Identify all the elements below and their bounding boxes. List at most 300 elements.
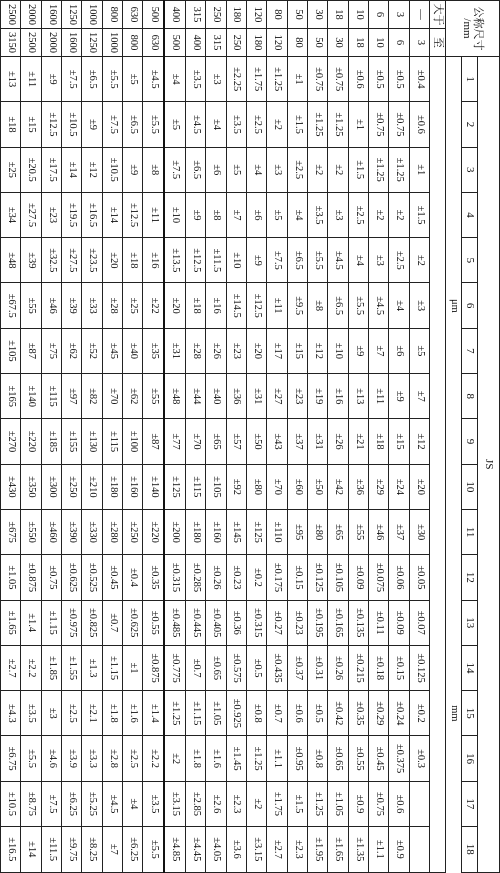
tolerance-cell: ±0.175 — [267, 555, 287, 600]
tolerance-cell: ±350 — [21, 464, 41, 509]
tolerance-cell: ±0.075 — [368, 555, 388, 600]
size-upto-cell: 2500 — [21, 29, 41, 57]
tolerance-cell: ±0.5 — [307, 691, 327, 736]
tolerance-cell: ±87 — [21, 328, 41, 373]
size-upto-cell: 500 — [164, 29, 185, 57]
tolerance-cell: ±0.75 — [41, 555, 61, 600]
header-spacer — [430, 57, 446, 873]
tolerance-cell: ±1.5 — [287, 102, 307, 147]
tolerance-cell: ±4.3 — [1, 691, 21, 736]
tolerance-cell: ±7.5 — [41, 781, 61, 826]
tolerance-cell: ±2 — [307, 147, 327, 192]
tolerance-cell: ±3 — [409, 283, 429, 328]
size-over-cell: 80 — [267, 1, 287, 29]
grade-header: 15 — [462, 691, 478, 736]
tolerance-cell: ±100 — [123, 419, 143, 464]
tolerance-cell: ±2 — [246, 781, 266, 826]
size-upto-cell: 3150 — [1, 29, 21, 57]
table-row — [62, 1, 82, 873]
tolerance-cell: ±0.75 — [389, 102, 409, 147]
tolerance-cell: ±42 — [328, 464, 348, 509]
tolerance-cell: ±48 — [1, 238, 21, 283]
tolerance-cell: ±12.5 — [41, 102, 61, 147]
tolerance-cell: ±0.26 — [206, 555, 226, 600]
tolerance-cell: ±2 — [164, 736, 185, 781]
tolerance-cell: ±27 — [267, 374, 287, 419]
tolerance-cell: ±4 — [389, 283, 409, 328]
tolerance-cell: ±1.75 — [267, 781, 287, 826]
size-upto-cell: 1000 — [102, 29, 122, 57]
tolerance-cell: ±4 — [164, 57, 185, 102]
tolerance-cell: ±9 — [348, 328, 368, 373]
tolerance-cell: ±0.105 — [328, 555, 348, 600]
tolerance-cell: ±11.5 — [206, 238, 226, 283]
tolerance-cell: ±0.625 — [62, 555, 82, 600]
table-row — [307, 1, 327, 873]
size-over-cell: 6 — [368, 1, 388, 29]
tolerance-cell: ±1.5 — [348, 147, 368, 192]
tolerance-cell: ±35 — [143, 328, 164, 373]
tolerance-cell: ±0.2 — [409, 691, 429, 736]
tolerance-cell: ±145 — [226, 509, 246, 554]
tolerance-cell: ±26 — [206, 328, 226, 373]
grade-header: 1 — [462, 57, 478, 102]
tolerance-cell: ±8 — [206, 192, 226, 237]
tolerance-cell: ±26 — [328, 419, 348, 464]
tolerance-cell: ±4 — [246, 147, 266, 192]
tolerance-cell: ±0.11 — [368, 600, 388, 645]
tolerance-cell: ±1.65 — [328, 827, 348, 872]
tolerance-cell: ±2.25 — [226, 57, 246, 102]
tolerance-cell: ±115 — [185, 464, 205, 509]
tolerance-cell: ±125 — [164, 464, 185, 509]
tolerance-cell: ±23 — [41, 192, 61, 237]
tolerance-cell: ±3.6 — [226, 827, 246, 872]
tolerance-cell: ±6.5 — [123, 102, 143, 147]
tolerance-cell: ±19 — [307, 374, 327, 419]
tolerance-cell: ±62 — [123, 374, 143, 419]
tolerance-cell: ±77 — [164, 419, 185, 464]
tolerance-cell: ±0.775 — [164, 645, 185, 690]
tolerance-cell: ±29 — [368, 464, 388, 509]
tolerance-cell: ±37 — [287, 419, 307, 464]
tolerance-cell: ±0.135 — [348, 600, 368, 645]
tolerance-cell: ±3.5 — [307, 192, 327, 237]
tolerance-cell: ±0.315 — [164, 555, 185, 600]
tolerance-cell: ±15 — [287, 328, 307, 373]
grade-header: 2 — [462, 102, 478, 147]
grade-header: 6 — [462, 283, 478, 328]
tolerance-cell: ±1.25 — [246, 736, 266, 781]
tolerance-cell: ±220 — [143, 509, 164, 554]
tolerance-cell: ±10 — [226, 238, 246, 283]
tolerance-cell: ±7 — [368, 328, 388, 373]
size-upto-cell: 180 — [246, 29, 266, 57]
tolerance-cell: ±55 — [143, 374, 164, 419]
tolerance-cell: ±12.5 — [246, 283, 266, 328]
tolerance-cell: ±57 — [226, 419, 246, 464]
tolerance-cell: ±4.45 — [185, 827, 205, 872]
tolerance-cell: ±210 — [82, 464, 102, 509]
tolerance-cell: ±1.25 — [307, 102, 327, 147]
tolerance-cell: ±3.15 — [246, 827, 266, 872]
over-header: 大于 — [430, 1, 446, 29]
tolerance-cell: ±22 — [143, 283, 164, 328]
tolerance-cell — [409, 827, 429, 872]
tolerance-cell: ±270 — [1, 419, 21, 464]
tolerance-cell: ±140 — [21, 374, 41, 419]
tolerance-cell: ±1.25 — [267, 57, 287, 102]
tolerance-cell: ±20 — [409, 464, 429, 509]
table-row — [143, 1, 164, 873]
tolerance-cell: ±7 — [226, 192, 246, 237]
size-upto-cell: 250 — [226, 29, 246, 57]
tolerance-cell: ±1 — [287, 57, 307, 102]
unit-um: μm — [446, 57, 462, 555]
tolerance-cell: ±0.36 — [226, 600, 246, 645]
size-over-cell: 180 — [226, 1, 246, 29]
tolerance-cell: ±11 — [143, 192, 164, 237]
tolerance-cell: ±18 — [368, 419, 388, 464]
tolerance-cell: ±25 — [1, 147, 21, 192]
tolerance-cell: ±160 — [206, 509, 226, 554]
tolerance-cell: ±44 — [185, 374, 205, 419]
grade-header: 8 — [462, 374, 478, 419]
table-row — [21, 1, 41, 873]
tolerance-cell: ±7.5 — [267, 238, 287, 283]
table-row — [164, 1, 185, 873]
tolerance-cell: ±4 — [287, 192, 307, 237]
size-over-cell: 30 — [307, 1, 327, 29]
tolerance-cell: ±0.15 — [287, 555, 307, 600]
grade-header: 9 — [462, 419, 478, 464]
tolerance-cell: ±0.5 — [246, 645, 266, 690]
size-over-cell: 250 — [206, 1, 226, 29]
tolerance-cell: ±6.25 — [62, 781, 82, 826]
tolerance-cell: ±675 — [1, 509, 21, 554]
tolerance-cell: ±0.435 — [267, 645, 287, 690]
tolerance-cell: ±1.25 — [164, 691, 185, 736]
tolerance-cell: ±0.27 — [267, 600, 287, 645]
tolerance-cell: ±0.7 — [267, 691, 287, 736]
tolerance-cell: ±0.24 — [389, 691, 409, 736]
tolerance-cell: ±0.05 — [409, 555, 429, 600]
size-upto-cell: 30 — [328, 29, 348, 57]
tolerance-cell: ±1.15 — [102, 645, 122, 690]
size-over-cell: 1250 — [62, 1, 82, 29]
tolerance-cell: ±7.5 — [102, 102, 122, 147]
size-over-cell: 3 — [389, 1, 409, 29]
tolerance-cell: ±65 — [328, 509, 348, 554]
tolerance-cell: ±10.5 — [62, 102, 82, 147]
tolerance-cell: ±0.15 — [389, 645, 409, 690]
tolerance-cell: ±1.25 — [389, 147, 409, 192]
tolerance-cell: ±0.06 — [389, 555, 409, 600]
tolerance-cell: ±2.3 — [287, 827, 307, 872]
tolerance-cell: ±3.5 — [21, 691, 41, 736]
tolerance-cell: ±97 — [62, 374, 82, 419]
tolerance-cell: ±0.6 — [389, 781, 409, 826]
tolerance-cell: ±1.55 — [62, 645, 82, 690]
tolerance-cell: ±1.45 — [226, 736, 246, 781]
tolerance-cell: ±40 — [206, 374, 226, 419]
tolerance-cell: ±13.5 — [164, 238, 185, 283]
tolerance-cell: ±43 — [267, 419, 287, 464]
tolerance-cell: ±0.825 — [82, 600, 102, 645]
tolerance-cell: ±4.5 — [328, 238, 348, 283]
tolerance-cell: ±0.3 — [409, 736, 429, 781]
tolerance-cell: ±62 — [62, 328, 82, 373]
tolerance-cell: ±0.09 — [389, 600, 409, 645]
tolerance-cell: ±52 — [82, 328, 102, 373]
tolerance-cell: ±390 — [62, 509, 82, 554]
tolerance-cell: ±32.5 — [41, 238, 61, 283]
tolerance-cell: ±6.5 — [82, 57, 102, 102]
tolerance-cell: ±9 — [123, 147, 143, 192]
tolerance-cell: ±2.1 — [82, 691, 102, 736]
size-over-cell: 630 — [123, 1, 143, 29]
tolerance-cell: ±23.5 — [82, 238, 102, 283]
tolerance-cell: ±11 — [267, 283, 287, 328]
nominal-size-header — [446, 1, 500, 57]
tolerance-cell: ±0.42 — [328, 691, 348, 736]
tolerance-cell: ±1.95 — [307, 827, 327, 872]
size-upto-cell: 1250 — [82, 29, 102, 57]
tolerance-cell: ±95 — [287, 509, 307, 554]
tolerance-cell: ±110 — [267, 509, 287, 554]
tolerance-cell: ±18 — [185, 283, 205, 328]
tolerance-cell: ±130 — [82, 419, 102, 464]
tolerance-cell: ±11 — [368, 374, 388, 419]
tolerance-cell: ±1.25 — [328, 102, 348, 147]
size-over-cell: 500 — [143, 1, 164, 29]
tolerance-cell: ±1.6 — [206, 736, 226, 781]
tolerance-cell: ±8.75 — [21, 781, 41, 826]
tolerance-cell: ±31 — [307, 419, 327, 464]
tolerance-cell: ±46 — [41, 283, 61, 328]
table-row — [185, 1, 205, 873]
tolerance-cell: ±200 — [164, 509, 185, 554]
table-row — [102, 1, 122, 873]
tolerance-cell: ±5.5 — [102, 57, 122, 102]
tolerance-cell: ±3.3 — [82, 736, 102, 781]
tolerance-cell: ±330 — [82, 509, 102, 554]
size-upto-cell: 630 — [143, 29, 164, 57]
table-body — [1, 1, 430, 873]
size-upto-cell: 10 — [368, 29, 388, 57]
tolerance-cell: ±1 — [348, 102, 368, 147]
tolerance-cell: ±5.25 — [82, 781, 102, 826]
tolerance-cell: ±0.125 — [409, 645, 429, 690]
tolerance-cell: ±2 — [267, 102, 287, 147]
size-upto-cell: 315 — [206, 29, 226, 57]
tolerance-cell: ±40 — [123, 328, 143, 373]
tolerance-cell: ±0.4 — [409, 57, 429, 102]
tolerance-cell: ±1.25 — [368, 147, 388, 192]
tolerance-cell: ±4 — [348, 238, 368, 283]
tolerance-cell: ±12.5 — [185, 238, 205, 283]
size-over-cell: 2500 — [1, 1, 21, 29]
tolerance-cell: ±0.29 — [368, 691, 388, 736]
tolerance-cell: ±2.85 — [185, 781, 205, 826]
tolerance-cell: ±9 — [185, 192, 205, 237]
table-row — [287, 1, 307, 873]
tolerance-cell: ±0.285 — [185, 555, 205, 600]
tolerance-cell: ±160 — [123, 464, 143, 509]
tolerance-cell: ±4.05 — [206, 827, 226, 872]
tolerance-cell: ±45 — [102, 328, 122, 373]
tolerance-cell: ±1.05 — [1, 555, 21, 600]
tolerance-cell: ±1.4 — [21, 600, 41, 645]
tolerance-cell: ±1.6 — [123, 691, 143, 736]
tolerance-cell: ±0.75 — [368, 102, 388, 147]
tolerance-cell: ±1.65 — [1, 600, 21, 645]
tolerance-cell: ±50 — [246, 419, 266, 464]
grade-header: 11 — [462, 509, 478, 554]
table-row — [368, 1, 388, 873]
size-over-cell: 120 — [246, 1, 266, 29]
tolerance-cell: ±7 — [409, 374, 429, 419]
tolerance-cell: ±0.45 — [102, 555, 122, 600]
tolerance-cell: ±1.05 — [328, 781, 348, 826]
tolerance-cell: ±0.37 — [287, 645, 307, 690]
tolerance-cell: ±0.8 — [307, 736, 327, 781]
tolerance-cell: ±6 — [206, 147, 226, 192]
table-row — [246, 1, 266, 873]
tolerance-cell: ±9 — [246, 238, 266, 283]
tolerance-cell: ±140 — [143, 464, 164, 509]
tolerance-cell: ±20 — [102, 238, 122, 283]
tolerance-cell: ±11 — [21, 57, 41, 102]
tolerance-cell: ±180 — [102, 464, 122, 509]
tolerance-cell: ±10 — [164, 192, 185, 237]
grade-header: 12 — [462, 555, 478, 600]
tolerance-cell: ±3 — [368, 238, 388, 283]
tolerance-cell: ±0.35 — [143, 555, 164, 600]
tolerance-cell: ±105 — [206, 464, 226, 509]
grade-header: 10 — [462, 464, 478, 509]
tolerance-cell: ±16 — [143, 238, 164, 283]
tolerance-cell: ±0.26 — [328, 645, 348, 690]
table-row — [1, 1, 21, 873]
grade-header: 14 — [462, 645, 478, 690]
tolerance-cell: ±14.5 — [226, 283, 246, 328]
tolerance-cell: ±39 — [62, 283, 82, 328]
grade-header: 13 — [462, 600, 478, 645]
tolerance-cell: ±0.875 — [21, 555, 41, 600]
tolerance-cell: ±2.6 — [206, 781, 226, 826]
tolerance-cell: ±82 — [82, 374, 102, 419]
tolerance-cell: ±1.8 — [185, 736, 205, 781]
tolerance-cell: ±28 — [185, 328, 205, 373]
size-upto-cell: 3 — [409, 29, 429, 57]
tolerance-cell: ±8.25 — [82, 827, 102, 872]
tolerance-cell: ±2.3 — [226, 781, 246, 826]
tolerance-cell: ±15 — [389, 419, 409, 464]
tolerance-cell: ±1.75 — [246, 57, 266, 102]
tolerance-cell: ±155 — [62, 419, 82, 464]
size-upto-cell: 50 — [307, 29, 327, 57]
tolerance-cell: ±23 — [287, 374, 307, 419]
tolerance-cell: ±10 — [328, 328, 348, 373]
tolerance-cell: ±0.7 — [185, 645, 205, 690]
tolerance-cell: ±67.5 — [1, 283, 21, 328]
tolerance-cell: ±0.445 — [185, 600, 205, 645]
tolerance-cell: ±6.25 — [123, 827, 143, 872]
size-upto-cell: 2000 — [41, 29, 61, 57]
tolerance-cell: ±0.35 — [348, 691, 368, 736]
tolerance-cell: ±0.45 — [368, 736, 388, 781]
tolerance-cell: ±1.5 — [287, 781, 307, 826]
tolerance-cell: ±460 — [41, 509, 61, 554]
tolerance-cell: ±0.215 — [348, 645, 368, 690]
size-upto-cell: 6 — [389, 29, 409, 57]
size-over-cell: 10 — [348, 1, 368, 29]
grade-header: 18 — [462, 827, 478, 872]
tolerance-cell: ±250 — [123, 509, 143, 554]
tolerance-cell: ±2.5 — [246, 102, 266, 147]
tolerance-cell: ±36 — [226, 374, 246, 419]
tolerance-cell: ±1.85 — [41, 645, 61, 690]
tolerance-cell: ±6.75 — [1, 736, 21, 781]
tolerance-cell: ±1.05 — [206, 691, 226, 736]
nominal-size-unit: /mm — [461, 18, 474, 39]
tolerance-cell: ±36 — [348, 464, 368, 509]
tolerance-cell: ±31 — [246, 374, 266, 419]
tolerance-cell: ±9 — [41, 57, 61, 102]
tolerance-cell: ±65 — [206, 419, 226, 464]
tolerance-cell: ±5 — [409, 328, 429, 373]
tolerance-cell: ±75 — [41, 328, 61, 373]
tolerance-cell: ±0.31 — [307, 645, 327, 690]
tolerance-cell: ±6.5 — [328, 283, 348, 328]
grade-header-row — [462, 1, 478, 873]
tolerance-cell: ±7.5 — [164, 147, 185, 192]
tolerance-cell: ±0.125 — [307, 555, 327, 600]
tolerance-cell: ±3.5 — [143, 781, 164, 826]
tolerance-cell: ±3 — [206, 57, 226, 102]
tolerance-cell: ±0.23 — [287, 600, 307, 645]
tolerance-cell: ±550 — [21, 509, 41, 554]
tolerance-cell: ±280 — [102, 509, 122, 554]
tolerance-cell: ±55 — [348, 509, 368, 554]
tolerance-cell: ±0.65 — [206, 645, 226, 690]
tolerance-cell: ±220 — [21, 419, 41, 464]
tolerance-cell: ±33 — [82, 283, 102, 328]
tolerance-cell: ±5.5 — [348, 283, 368, 328]
tolerance-cell: ±48 — [164, 374, 185, 419]
size-upto-cell: 800 — [123, 29, 143, 57]
tolerance-cell: ±2.8 — [102, 736, 122, 781]
size-upto-cell: 1600 — [62, 29, 82, 57]
nominal-size-label: 公称尺寸 — [472, 6, 485, 51]
tolerance-cell: ±2.5 — [123, 736, 143, 781]
size-over-cell: — — [409, 1, 429, 29]
tolerance-cell: ±3.5 — [226, 102, 246, 147]
size-upto-cell: 120 — [267, 29, 287, 57]
tolerance-cell: ±4 — [206, 102, 226, 147]
tolerance-cell: ±27.5 — [62, 238, 82, 283]
tolerance-cell: ±16 — [328, 374, 348, 419]
tolerance-cell: ±7.5 — [62, 57, 82, 102]
tolerance-cell: ±4.85 — [164, 827, 185, 872]
tolerance-cell: ±0.6 — [287, 691, 307, 736]
tolerance-cell: ±0.9 — [348, 781, 368, 826]
tolerance-cell: ±0.4 — [123, 555, 143, 600]
tolerance-cell: ±12.5 — [123, 192, 143, 237]
tolerance-cell: ±180 — [185, 509, 205, 554]
tolerance-cell: ±5 — [267, 192, 287, 237]
